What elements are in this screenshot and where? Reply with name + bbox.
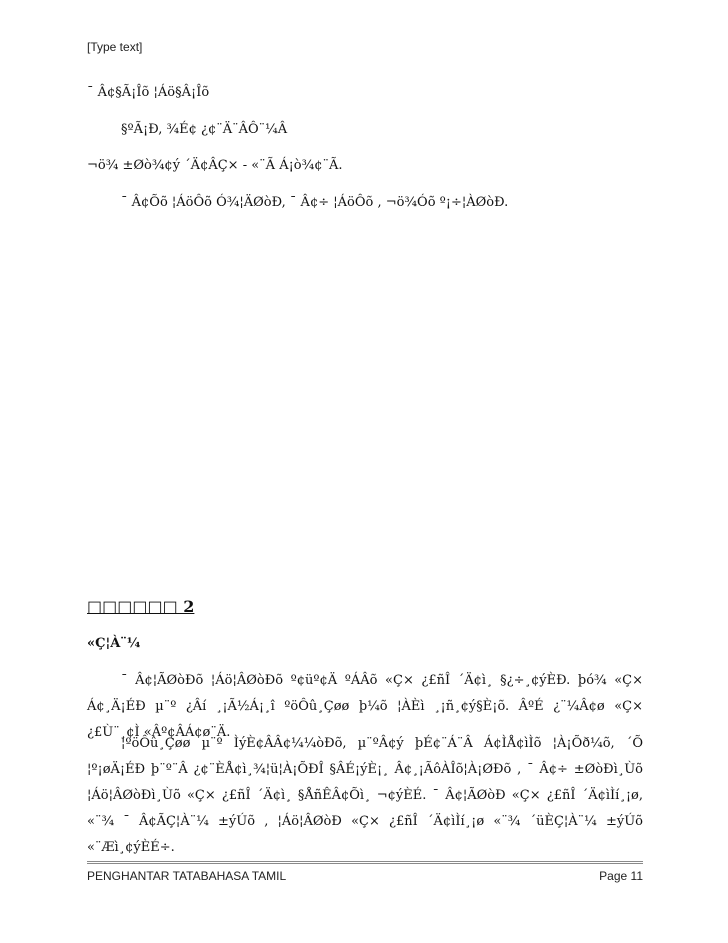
body-line-3: ¬ö¾ ±Øò¾¢ý ´Ä¢ÂÇ× - «¨Ã Á¡ò¾¢¨Ã. xyxy=(87,158,343,173)
paragraph-2-first: ¦ºöÔû¸Çøø µ¨º ÌýÈ¢ÂÂ¢¼¼òÐõ, µ¨ºÂ¢ý þÉ¢¨Á¨Â Á¢ÌÅ¢ìÌõ ¦À¡Õð¼õ, ´Õ ¦º¡øÄ¡ÉÐ þ¨º¨Â xyxy=(87,736,643,777)
paragraph-2 xyxy=(87,731,643,861)
page-header: [Type text] xyxy=(87,40,143,54)
section-subtitle: «Ç¦À¨¼ xyxy=(87,636,141,651)
paragraph-1-first: ¯ Â¢¦ÃØòÐõ ¦Áö¦ÂØòÐõ º¢üº¢Ä ºÁÂõ «Ç× ¿£ñÎ ´Ä¢ì¸ §¿÷¸¢ýÈÐ. þó¾ «Ç× Á¢¸Ä¡ÉÐ xyxy=(87,673,643,714)
footer-divider xyxy=(87,861,643,864)
paragraph-1-rest: µ¨º ¿Âí ¸¡Ã½Á¡¸î ºöÔû¸Çøø þ¼õ ¦ÀÈì ¸¡ñ¸¢ý§È¡õ. ÂºÉ ¿¨¼Â¢ø «Ç× ¿£Ù¨¸¢Ì «Âº¢ÂÁ¢ø¨Ä. xyxy=(87,699,643,740)
body-line-1: ¯ Â¢§Ã¡Îõ ¦Áö§Â¡Îõ xyxy=(87,85,210,100)
paragraph-2-rest: ¿¢¨ÈÅ¢ì¸¾¦ü¦À¡ÕÐÎ §ÂÉ¡ýÈ¡¸ Â¢¸¡ÃôÀÎõ¦À¡ØÐõ , ¯ Â¢÷ ±ØòÐì¸Ùõ ¦Áö¦ÂØòÐì¸Ùõ «Ç× ¿£ñÎ ´Ä¢ì¸ §ÅñÊÂ¢Õì¸ ¬¢ýÈÉ. ¯ Â¢¦ÃØòÐ «Ç× ¿£ñÎ ´Ä¢ìÌí¸¡ø, «¨¾ ¯ Â¢ÃÇ¦À¨¼ ±ýÚõ , ¦Áö¦ÂØòÐ «Ç× ¿£ñÎ ´Ä¢ìÌí¸¡ø «¨¾ ´üÈÇ¦À¨¼ ±ýÚõ «¨Æì¸¢ýÈÉ÷. xyxy=(87,762,644,855)
footer-title: PENGHANTAR TATABAHASA TAMIL xyxy=(87,869,287,883)
body-line-2: §ºÃ¡Ð, ¾É¢ ¿¢¨Ä¨ÂÔ¨¼Â xyxy=(121,122,288,137)
page-number: Page 11 xyxy=(599,869,643,883)
body-line-4: ¯ Â¢Õõ ¦ÁöÔõ Ó¾¦ÄØòÐ, ¯ Â¢÷ ¦ÁöÔõ , ¬ö¾Óõ º¡÷¦ÀØòÐ. xyxy=(121,195,509,210)
chapter-title: □□□□□□ 2 xyxy=(87,597,195,616)
